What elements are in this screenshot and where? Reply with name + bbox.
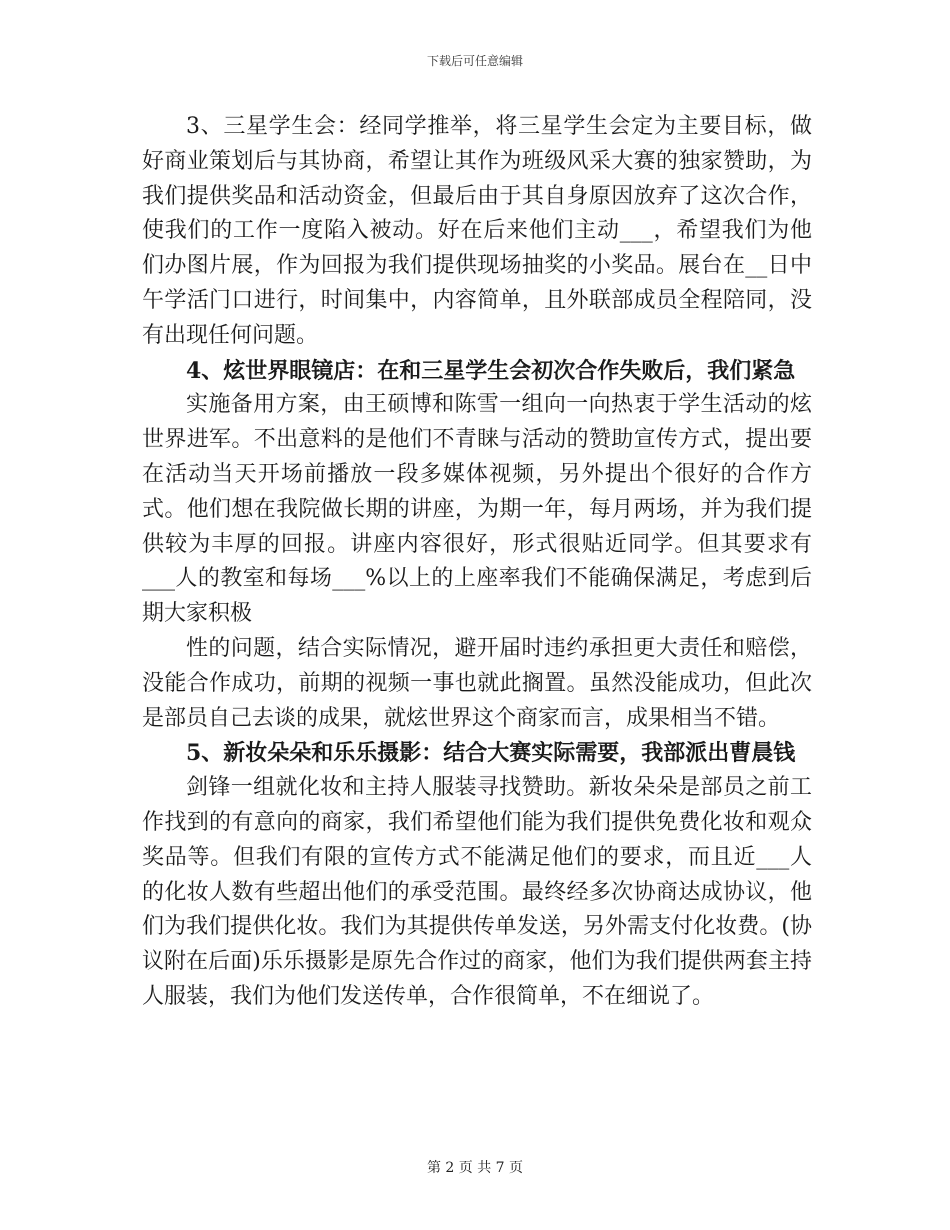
- heading-xuanshijie: 4、炫世界眼镜店：在和三星学生会初次合作失败后，我们紧急: [186, 357, 796, 384]
- paragraph-xinzhuang: 剑锋一组就化妆和主持人服装寻找赞助。新妆朵朵是部员之前工作找到的有意向的商家，我们希望他们能为我们提供免费化妆和观众奖品等。但我们有限的宣传方式不能满足他们的要求，而且近___人的化妆人数有些超出他们的承受范围。最终经多次协商达成协议，他们为我们提供化妆。我们为其提供传单发送，另外需支付化妆费。(协议附在后面)乐乐摄影是原先合作过的商家，他们为我们提供两套主持人服装，我们为他们发送传单，合作很简单，不在细说了。: [142, 775, 812, 1009]
- page-header: 下载后可任意编辑: [426, 54, 523, 68]
- heading-xinzhuang: 5、新妆朵朵和乐乐摄影：结合大赛实际需要，我部派出曹晨钱: [186, 740, 796, 767]
- document-body: [142, 110, 812, 1015]
- page-footer: 第 2 页 共 7 页: [426, 1160, 524, 1176]
- paragraph-xuanshijie: 实施备用方案，由王硕博和陈雪一组向一向热衷于学生活动的炫世界进军。不出意料的是他们不青睐与活动的赞助宣传方式，提出要在活动当天开场前播放一段多媒体视频，另外提出个很好的合作方式。他们想在我院做长期的讲座，为期一年，每月两场，并为我们提供较为丰厚的回报。讲座内容很好，形式很贴近同学。但其要求有___人的教室和每场___%以上的上座率我们不能确保满足，考虑到后期大家积极: [142, 392, 812, 627]
- paragraph-sanxing: 3、三星学生会：经同学推举，将三星学生会定为主要目标，做好商业策划后与其协商，希望让其作为班级风采大赛的独家赞助，为我们提供奖品和活动资金，但最后由于其自身原因放弃了这次合作，使我们的工作一度陷入被动。好在后来他们主动___，希望我们为他们办图片展，作为回报为我们提供现场抽奖的小奖品。展台在__日中午学活门口进行，时间集中，内容简单，且外联部成员全程陪同，没有出现任何问题。: [142, 114, 812, 348]
- paragraph-xuanshijie-result: 性的问题，结合实际情况，避开届时违约承担更大责任和赔偿，没能合作成功，前期的视频一事也就此搁置。虽然没能成功，但此次是部员自己去谈的成果，就炫世界这个商家而言，成果相当不错。: [142, 635, 812, 731]
